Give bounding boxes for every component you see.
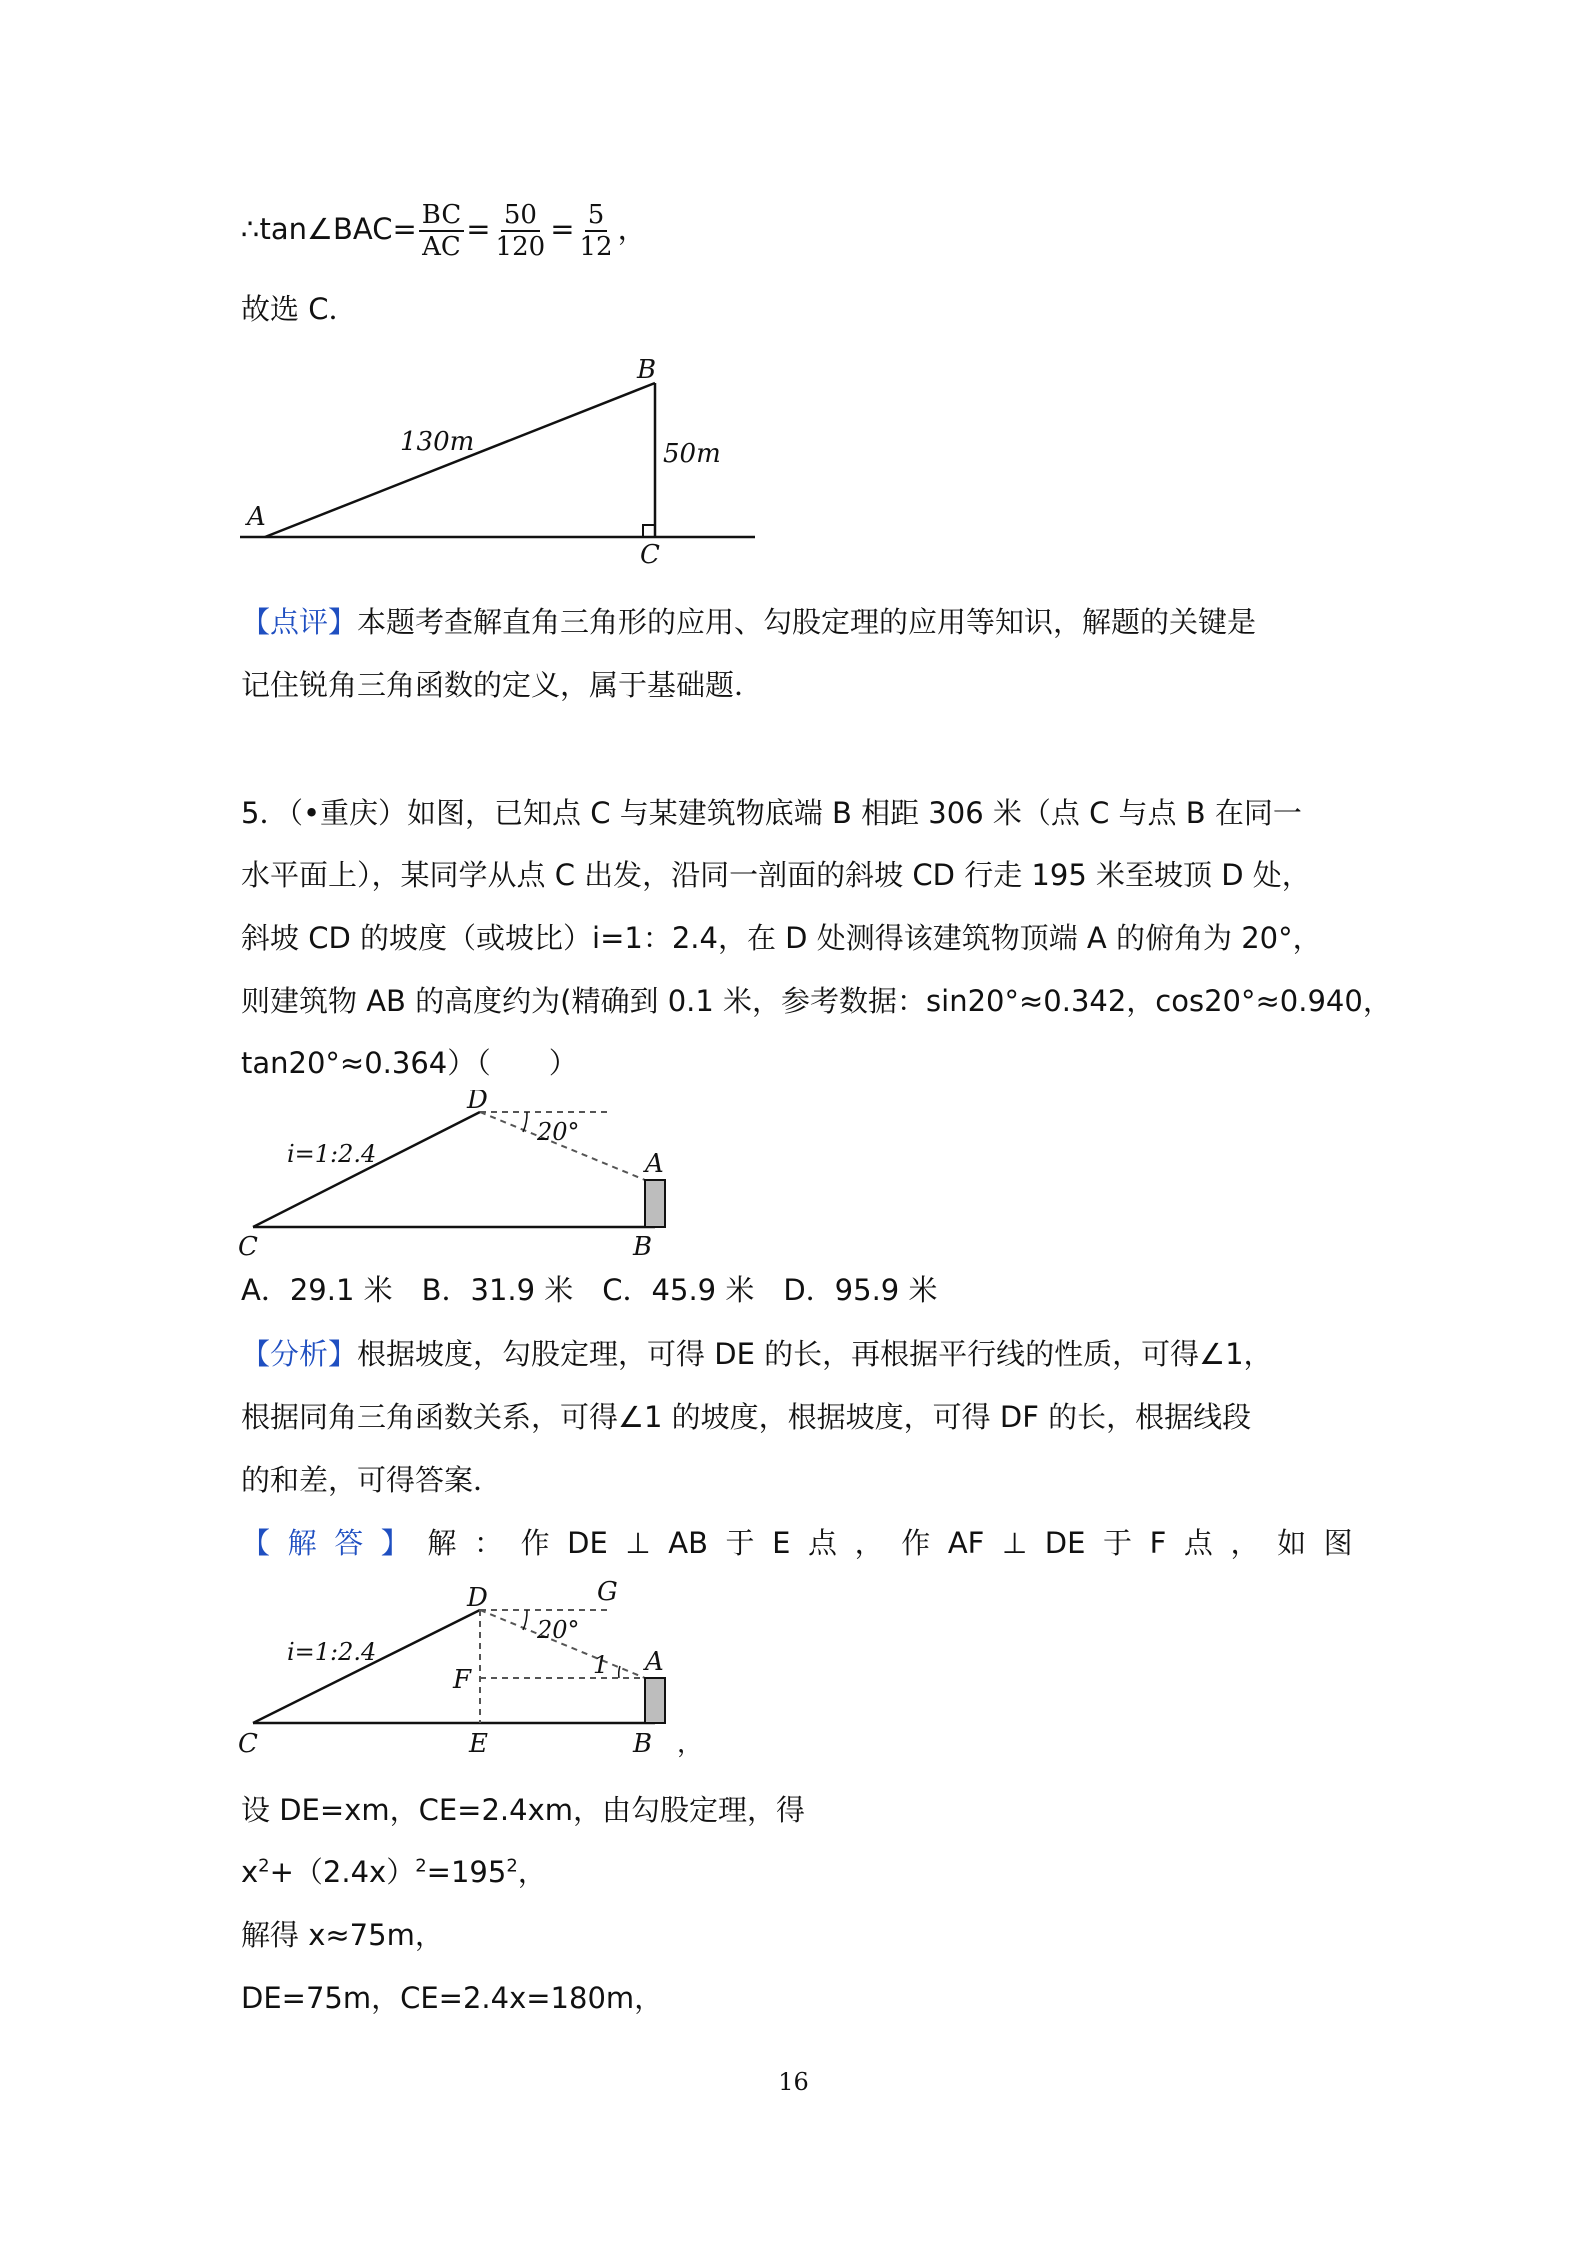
question-line-5: tan20°≈0.364）（ ） [241,1046,578,1080]
analysis-line-2: 根据同角三角函数关系，可得∠1 的坡度，根据坡度，可得 DF 的长，根据线段 [241,1400,1252,1434]
label-d: D [467,1090,488,1115]
label-angle-20: 20° [537,1616,580,1644]
question-line-2: 水平面上），某同学从点 C 出发，沿同一剖面的斜坡 CD 行走 195 米至坡顶 D 处， [241,858,1311,892]
label-a: A [645,1647,664,1677]
fraction-5-12: $\frac{5}{12}$ [579,200,613,262]
slope-line [253,1610,480,1723]
label-b: B [633,1729,653,1759]
solution-line-4: DE=75m，CE=2.4x=180m， [241,1981,664,2015]
trailing-comma: ， [677,1729,704,1759]
label-50m: 50m [663,439,721,469]
angle-arc-20 [523,1610,527,1630]
right-angle-mark [643,525,655,537]
options-line: A．29.1 米 B．31.9 米 C．45.9 米 D．95.9 米 [241,1273,938,1307]
question-line-3: 斜坡 CD 的坡度（或坡比）i=1：2.4，在 D 处测得该建筑物顶端 A 的俯角为 20°， [241,921,1322,955]
choice-line: 故选 C． [241,292,358,326]
review-line-2: 记住锐角三角函数的定义，属于基础题． [241,668,764,702]
tan-equation: ∴tan∠BAC= $\frac{BC}{AC}$ = $\frac{50}{120}$ = $\frac{5}{12}$ ， [241,200,647,262]
figure-slope-building [235,1090,675,1270]
label-a: A [645,1149,664,1179]
label-c: C [640,540,660,570]
solution-line-3: 解得 x≈75m， [241,1918,444,1952]
label-c: C [238,1232,258,1262]
solution-line-1: 设 DE=xm，CE=2.4xm，由勾股定理，得 [241,1793,805,1827]
answer-tag-da: 答 [334,1526,364,1560]
label-angle-1: 1 [593,1651,609,1679]
label-a: A [247,502,266,532]
review-tag: 【点评】 [241,605,358,639]
fraction-50-120: $\frac{50}{120}$ [495,200,546,262]
question-line-1: 5．（•重庆）如图，已知点 C 与某建筑物底端 B 相距 306 米（点 C 与点 B 在同一 [241,796,1302,830]
label-e: E [469,1729,488,1759]
label-g: G [597,1580,618,1607]
label-c: C [238,1729,258,1759]
building-rect [645,1678,665,1723]
slope-line [253,1112,480,1227]
analysis-line-3: 的和差，可得答案． [241,1463,503,1497]
label-f: F [453,1665,472,1695]
review-line-1: 【点评】本题考查解直角三角形的应用、勾股定理的应用等知识，解题的关键是 [241,605,1257,639]
therefore-text: ∴tan∠BAC= [241,212,417,246]
label-slope: i=1:2.4 [287,1638,377,1666]
label-slope: i=1:2.4 [287,1140,377,1168]
building-rect [645,1180,665,1227]
label-d: D [467,1583,488,1613]
label-b: B [633,1232,653,1262]
question-line-4: 则建筑物 AB 的高度约为(精确到 0.1 米，参考数据：sin20°≈0.342，cos20°≈0.940， [241,984,1392,1018]
answer-tag-jie: 解 [287,1526,317,1560]
angle-arc [523,1112,527,1132]
hypotenuse-line [265,383,655,537]
answer-tag-close: 】 [380,1526,410,1560]
analysis-line-1: 【分析】根据坡度，勾股定理，可得 DE 的长，再根据平行线的性质，可得∠1， [241,1337,1273,1371]
fraction-bc-ac: $\frac{BC}{AC}$ [419,200,464,262]
label-b: B [637,355,657,385]
answer-line: 【 解 答 】 解 ： 作 DE ⊥ AB 于 E 点 ， 作 AF ⊥ DE 于 F 点 ， 如 图 [241,1521,1353,1565]
label-angle-20: 20° [537,1118,580,1146]
analysis-tag: 【分析】 [241,1337,358,1371]
answer-tag-open: 【 [241,1526,271,1560]
figure-right-triangle [235,350,755,570]
page-number: 16 [778,2068,809,2096]
figure-slope-building-construction [235,1580,705,1770]
label-130m: 130m [400,427,475,457]
angle-arc-1 [619,1666,620,1678]
solution-equation: $x^2+(2.4x)^2=195^2$， [241,1855,547,1889]
